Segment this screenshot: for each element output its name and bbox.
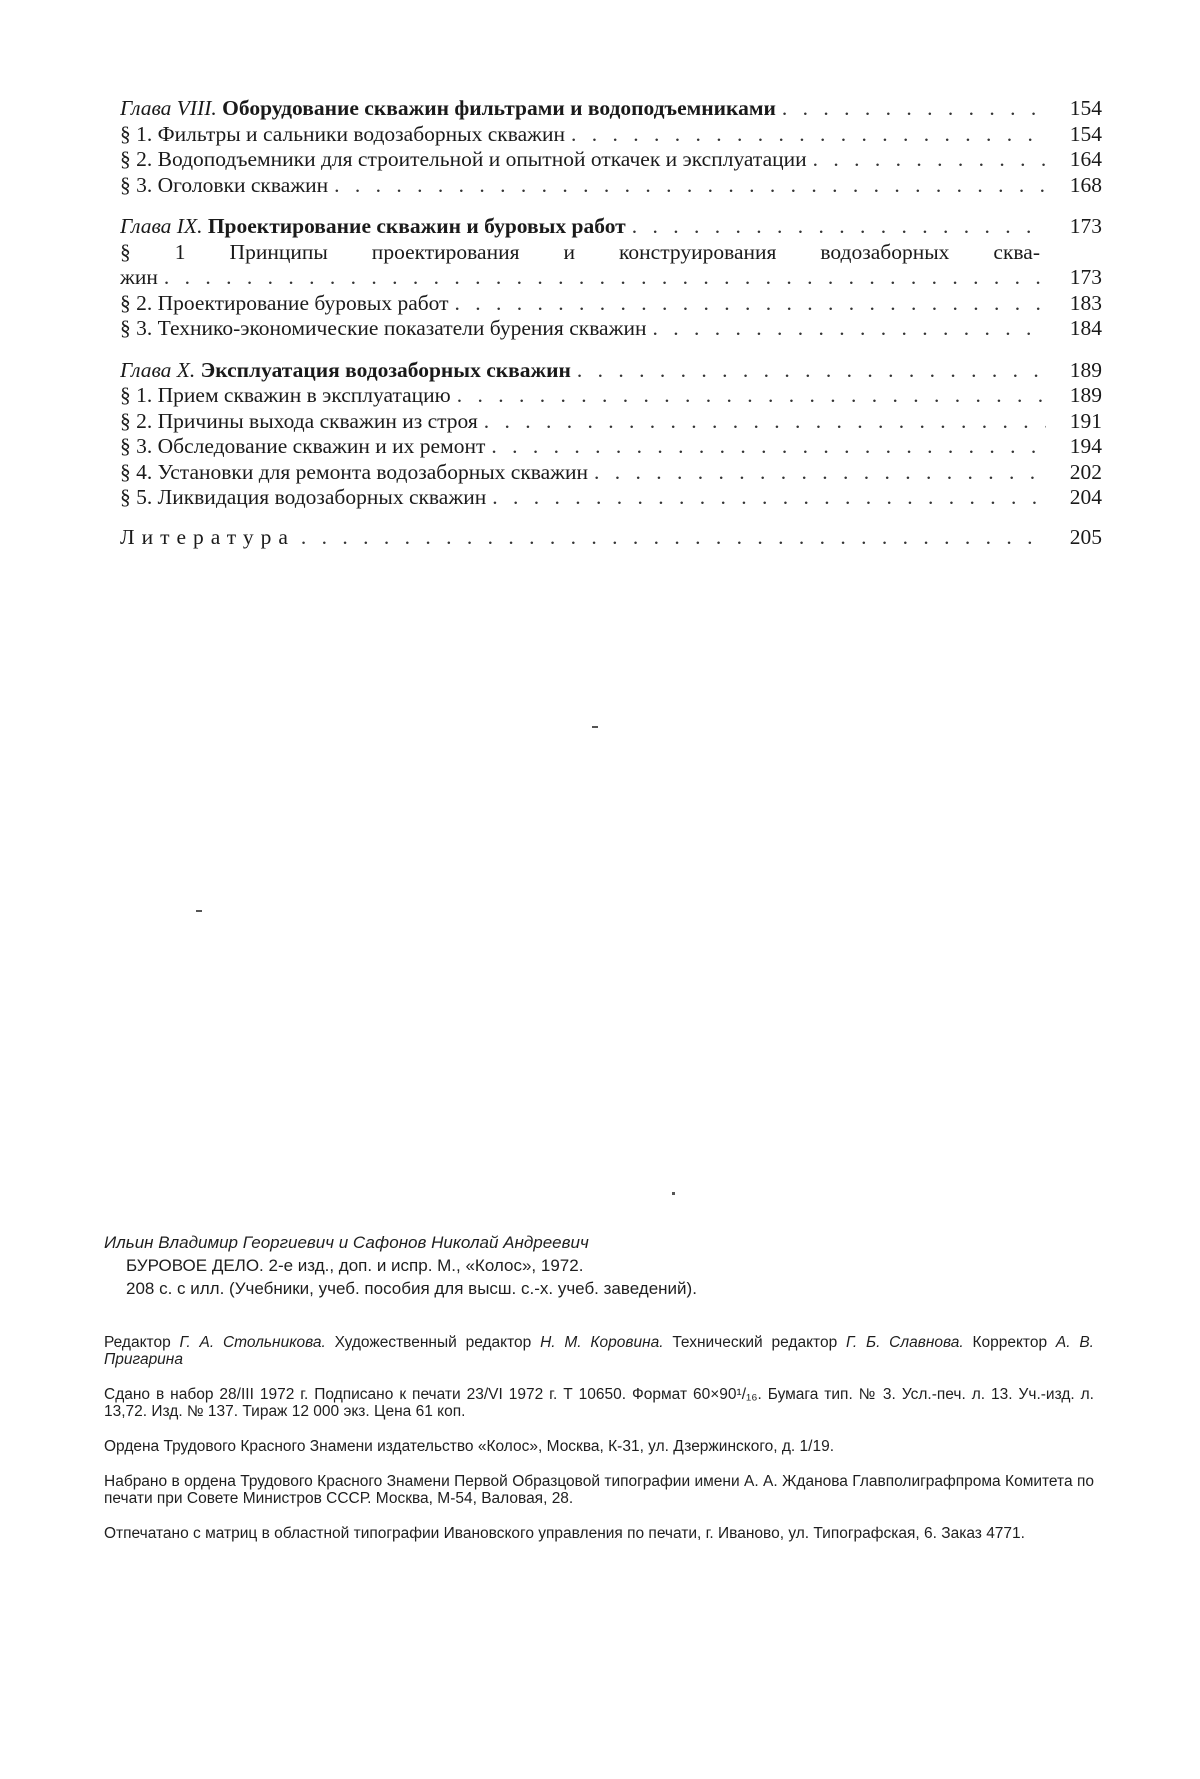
toc-section[interactable]: [120, 147, 1102, 173]
leader-dots: [164, 265, 1046, 291]
section-label: § 3. Обследование скважин и их ремонт: [120, 434, 491, 460]
chapter-title: Оборудование скважин фильтрами и водоподъемниками: [222, 96, 776, 120]
leader-dots: [594, 460, 1046, 486]
editors-paragraph: [104, 1334, 1094, 1368]
printed-paragraph: Отпечатано с матриц в областной типографии Ивановского управления по печати, г. Иваново, ул. Типографская, 6. Заказ 4771.: [104, 1525, 1094, 1542]
page-number: 202: [1046, 460, 1102, 486]
leader-dots: [484, 409, 1046, 435]
leader-dots: [813, 147, 1046, 173]
leader-dots: [491, 434, 1046, 460]
section-label[interactable]: § 1 Принципы проектирования и конструирования водозаборных сква-: [120, 240, 1102, 266]
toc-section[interactable]: [120, 383, 1102, 409]
toc-section[interactable]: [120, 485, 1102, 511]
chapter-title: Проектирование скважин и буровых работ: [208, 214, 626, 238]
section-label: § 1. Фильтры и сальники водозаборных скважин: [120, 122, 571, 148]
section-label: § 4. Установки для ремонта водозаборных скважин: [120, 460, 594, 486]
table-of-contents: [120, 96, 1102, 550]
toc-chapter-heading[interactable]: [120, 358, 1102, 384]
print-data-paragraph: Сдано в набор 28/III 1972 г. Подписано к печати 23/VI 1972 г. Т 10650. Формат 60×90¹/₁₆. Бумага тип. № 3. Усл.-печ. л. 13. Уч.-изд. л. 13,72. Изд. № 137. Тираж 12 000 экз. Цена 61 коп.: [104, 1386, 1094, 1420]
leader-dots: [492, 485, 1046, 511]
page-number: 189: [1046, 383, 1102, 409]
toc-section[interactable]: [120, 265, 1102, 291]
page-number: 204: [1046, 485, 1102, 511]
literature-label: Литература: [120, 525, 301, 551]
typeset-paragraph: Набрано в ордена Трудового Красного Знамени Первой Образцовой типографии имени А. А. Жданова Главполиграфпрома Комитета по печати при Совете Министров СССР. Москва, М-54, Валовая, 28.: [104, 1473, 1094, 1507]
leader-dots: [652, 316, 1046, 342]
section-label: § 3. Оголовки скважин: [120, 173, 334, 199]
toc-section[interactable]: [120, 409, 1102, 435]
page-number: 173: [1046, 265, 1102, 291]
leader-dots: [455, 291, 1046, 317]
page-number: 189: [1046, 358, 1102, 384]
page-number: 168: [1046, 173, 1102, 199]
tech-editor-name: Г. Б. Славнова.: [846, 1334, 964, 1351]
page-number: 154: [1046, 122, 1102, 148]
toc-section[interactable]: [120, 460, 1102, 486]
toc-literature[interactable]: [120, 525, 1102, 551]
section-label: § 1. Прием скважин в эксплуатацию: [120, 383, 457, 409]
page-number: 154: [1046, 96, 1102, 122]
page-number: 194: [1046, 434, 1102, 460]
editor-name: Г. А. Стольникова.: [180, 1334, 326, 1351]
leader-dots: [577, 358, 1046, 384]
book-details: 208 с. с илл. (Учебники, учеб. пособия для высш. с.-х. учеб. заведений).: [104, 1277, 1094, 1300]
authors: Ильин Владимир Георгиевич и Сафонов Николай Андреевич: [104, 1232, 1094, 1254]
section-label: § 3. Технико-экономические показатели бурения скважин: [120, 316, 652, 342]
leader-dots: [457, 383, 1046, 409]
section-label: § 2. Водоподъемники для строительной и опытной откачек и эксплуатации: [120, 147, 813, 173]
leader-dots: [632, 214, 1046, 240]
tech-editor-label: Технический редактор: [672, 1334, 837, 1351]
imprint-block: [104, 1232, 1094, 1542]
leader-dots: [301, 525, 1046, 551]
toc-chapter-heading[interactable]: [120, 214, 1102, 240]
editor-label: Редактор: [104, 1334, 171, 1351]
proofreader-label: Корректор: [972, 1334, 1047, 1351]
leader-dots: [782, 96, 1046, 122]
page-number: 205: [1046, 525, 1102, 551]
chapter-prefix: Глава X.: [120, 358, 195, 382]
toc-chapter-8: [120, 96, 1102, 198]
art-editor-label: Художественный редактор: [335, 1334, 532, 1351]
page-number: 164: [1046, 147, 1102, 173]
toc-chapter-10: [120, 358, 1102, 511]
toc-chapter-9: [120, 214, 1102, 342]
scan-speck: [196, 910, 202, 912]
book-title: БУРОВОЕ ДЕЛО. 2-е изд., доп. и испр. М., «Колос», 1972.: [104, 1254, 1094, 1277]
page-number: 183: [1046, 291, 1102, 317]
section-label: § 2. Проектирование буровых работ: [120, 291, 455, 317]
scan-speck: [592, 726, 598, 728]
toc-section[interactable]: [120, 173, 1102, 199]
section-label: § 2. Причины выхода скважин из строя: [120, 409, 484, 435]
section-label: § 5. Ликвидация водозаборных скважин: [120, 485, 492, 511]
chapter-prefix: Глава IX.: [120, 214, 202, 238]
toc-section[interactable]: [120, 316, 1102, 342]
chapter-prefix: Глава VIII.: [120, 96, 217, 120]
page-number: 184: [1046, 316, 1102, 342]
page-number: 191: [1046, 409, 1102, 435]
scan-speck: [672, 1192, 675, 1195]
proofreader-name: А. В. Пригарина: [104, 1334, 1094, 1368]
toc-section[interactable]: [120, 434, 1102, 460]
toc-section[interactable]: [120, 122, 1102, 148]
publisher-paragraph: Ордена Трудового Красного Знамени издательство «Колос», Москва, К-31, ул. Дзержинского, д. 1/19.: [104, 1438, 1094, 1455]
toc-chapter-heading[interactable]: [120, 96, 1102, 122]
leader-dots: [571, 122, 1046, 148]
section-label-continuation: жин: [120, 265, 164, 291]
page-number: 173: [1046, 214, 1102, 240]
leader-dots: [334, 173, 1046, 199]
toc-section[interactable]: [120, 291, 1102, 317]
chapter-title: Эксплуатация водозаборных скважин: [201, 358, 571, 382]
art-editor-name: Н. М. Коровина.: [540, 1334, 663, 1351]
